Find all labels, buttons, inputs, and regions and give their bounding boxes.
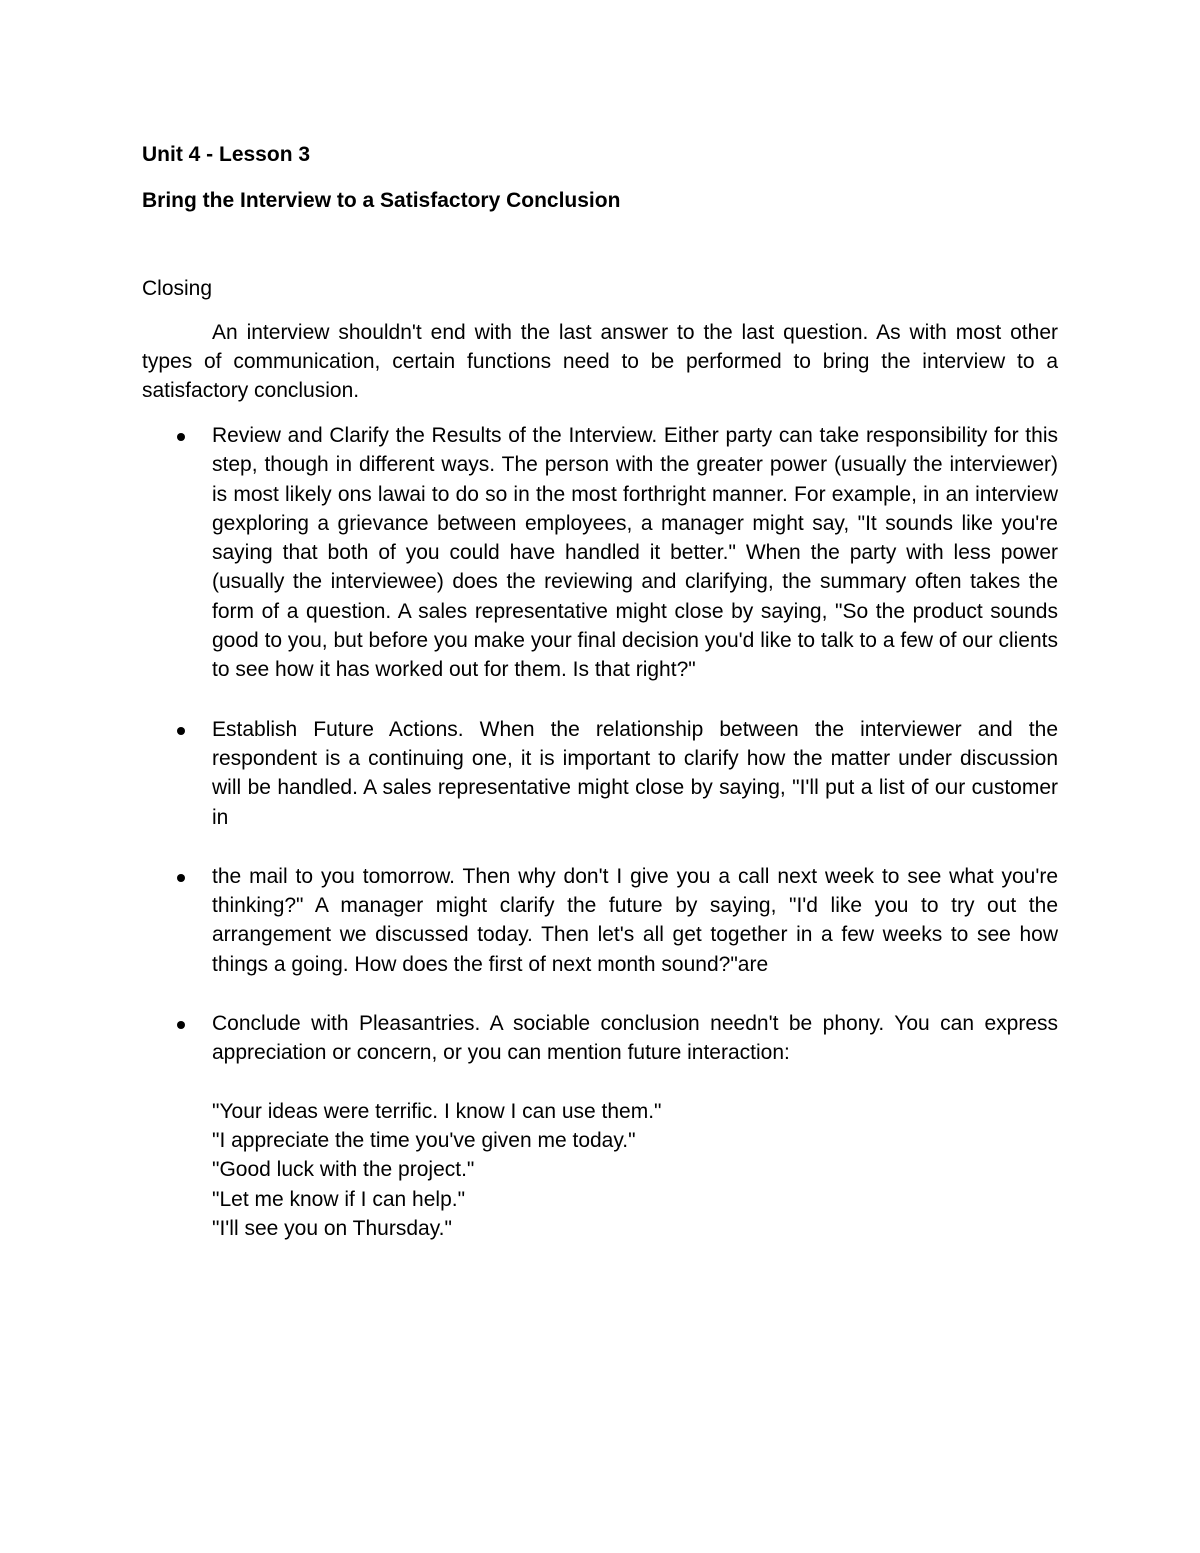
quote-line: "I appreciate the time you've given me today." — [212, 1128, 636, 1152]
list-item — [142, 1009, 1058, 1243]
list-item — [142, 421, 1058, 685]
bullet-text: the mail to you tomorrow. Then why don't I give you a call next week to see what you're thinking?" A manager might clarify the future by saying, "I'd like you to try out the arrangement we discussed today. Then let's all get together in a few weeks to see how things a going. How does the first of next month sound?"are — [212, 864, 1058, 976]
bullet-text: Review and Clarify the Results of the Interview. Either party can take responsibility for this step, though in different ways. The person with the greater power (usually the interviewer) is most likely ons lawai to do so in the most forthright manner. For example, in an interview gexploring a grievance between employees, a manager might say, "It sounds like you're saying that both of you could have handled it better." When the party with less power (usually the interviewee) does the reviewing and clarifying, the summary often takes the form of a question. A sales representative might close by saying, "So the product sounds good to you, but before you make your final decision you'd like to talk to a few of our clients to see how it has worked out for them. Is that right?" — [212, 424, 1058, 682]
quote-line: "Your ideas were terrific. I know I can use them." — [212, 1099, 662, 1123]
unit-title: Unit 4 - Lesson 3 — [142, 143, 311, 166]
list-item — [142, 862, 1058, 979]
bullet-text: Conclude with Pleasantries. A sociable conclusion needn't be phony. You can express appreciation or concern, or you can mention future interaction: — [212, 1012, 1058, 1065]
document-page — [142, 140, 1058, 1273]
section-heading: Closing — [142, 277, 213, 300]
bullet-icon — [177, 727, 185, 735]
quote-line: "Good luck with the project." — [212, 1158, 475, 1182]
bullet-icon — [177, 433, 185, 441]
list-item — [142, 715, 1058, 832]
bullet-icon — [177, 1021, 185, 1029]
quote-line: "Let me know if I can help." — [212, 1187, 466, 1211]
quote-list — [212, 1097, 1058, 1243]
lesson-title: Bring the Interview to a Satisfactory Conclusion — [142, 189, 621, 212]
quote-line: "I'll see you on Thursday." — [212, 1216, 452, 1240]
bullet-list — [142, 421, 1058, 1243]
intro-paragraph: An interview shouldn't end with the last answer to the last question. As with most other types of communication, certain functions need to be performed to bring the interview to a satisfactory conclusion. — [142, 321, 1058, 402]
bullet-icon — [177, 874, 185, 882]
bullet-text: Establish Future Actions. When the relationship between the interviewer and the respondent is a continuing one, it is important to clarify how the matter under discussion will be handled. A sales representative might close by saying, "I'll put a list of our customer in — [212, 717, 1058, 829]
